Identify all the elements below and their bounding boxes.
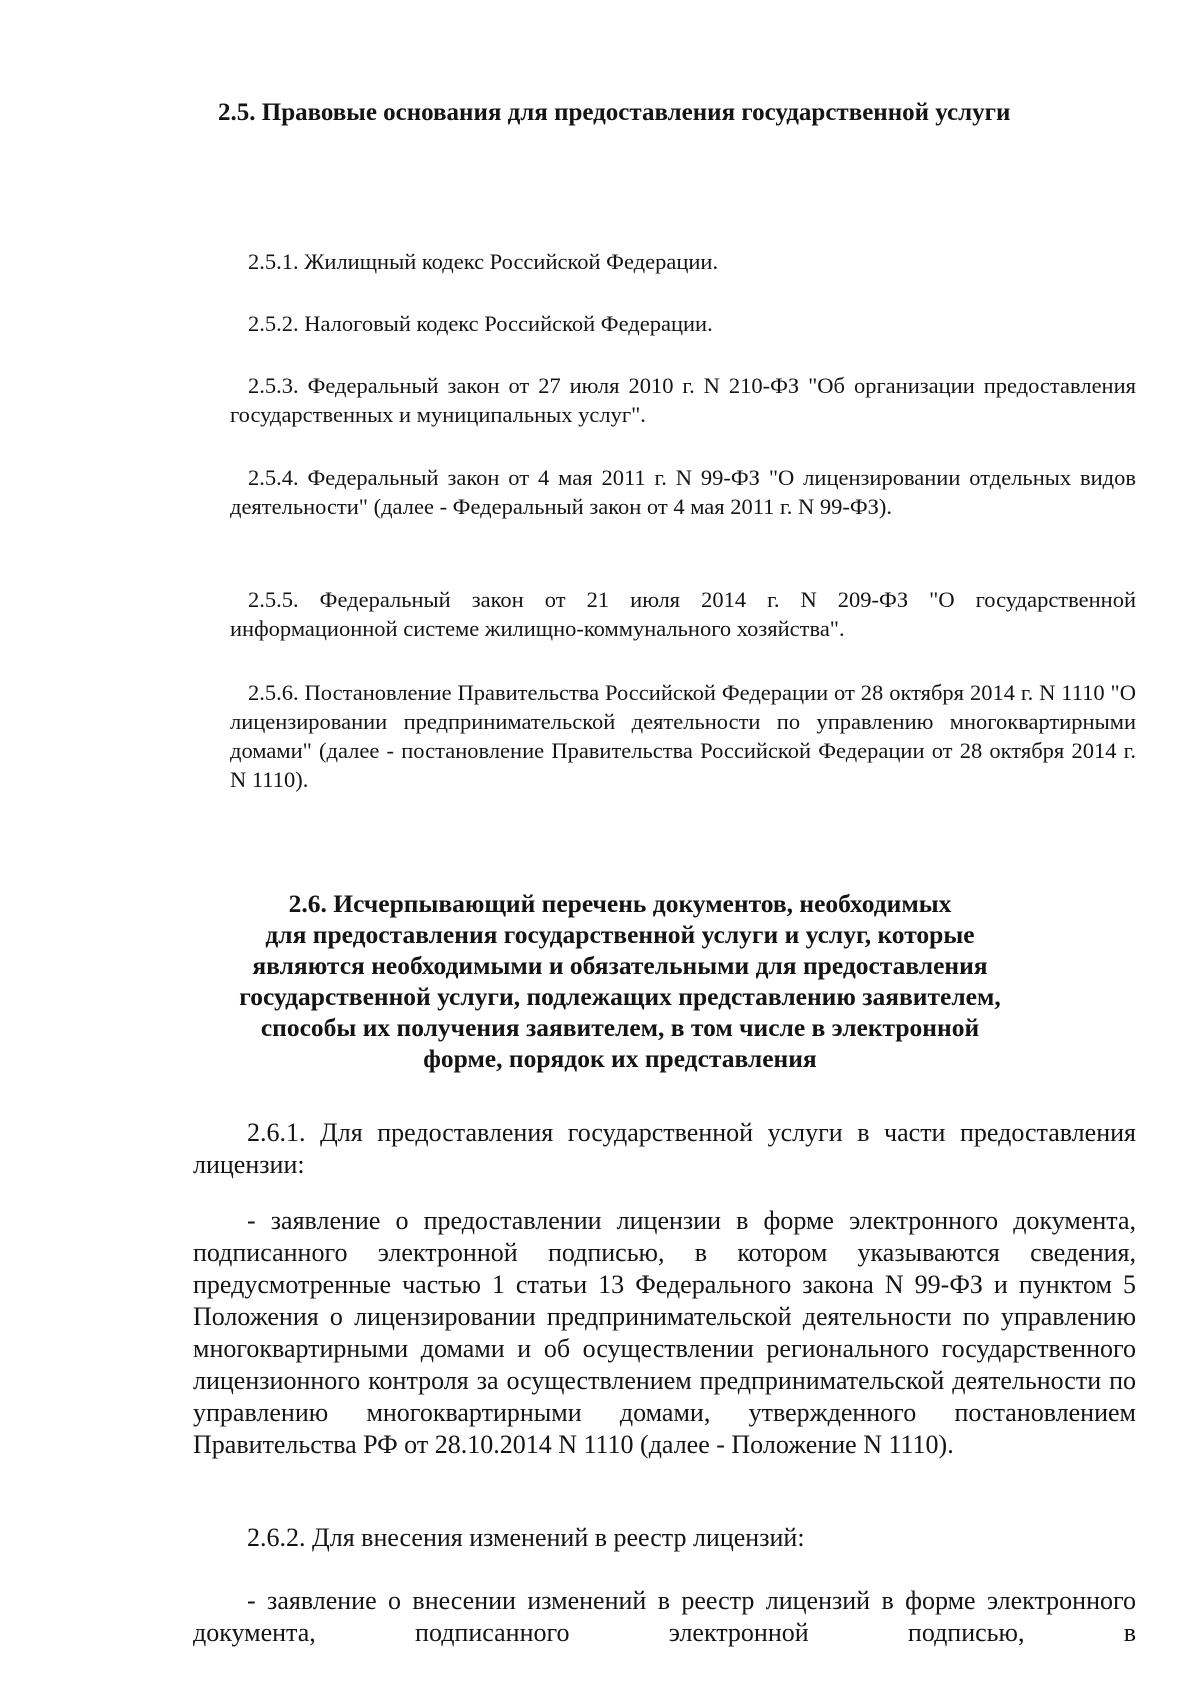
paragraph-2-6-2: [193, 1522, 1136, 1554]
item-2-5-6-text: 2.5.6. Постановление Правительства Российской Федерации от 28 октября 2014 г. N 1110 "О лицензировании предпринимательской деятельности по управлению многоквартирными домами" (далее - постановление Правительства Российской Федерации от 28 октября 2014 г. N 1110).: [230, 680, 1136, 792]
section-2-5-title: 2.5. Правовые основания для предоставления государственной услуги: [218, 99, 1011, 126]
paragraph-2-6-1-text: 2.6.1. Для предоставления государственной услуги в части предоставления лицензии:: [193, 1118, 1136, 1179]
paragraph-2-6-1: [193, 1117, 1136, 1181]
section-2-6-title: [180, 888, 1060, 1074]
item-2-5-2-text: 2.5.2. Налоговый кодекс Российской Федерации.: [248, 311, 713, 336]
paragraph-application-license: [193, 1205, 1136, 1461]
paragraph-application-license-text: - заявление о предоставлении лицензии в форме электронного документа, подписанного электронной подписью, в котором указываются сведения, предусмотренные частью 1 статьи 13 Федерального закона N 99-ФЗ и пунктом 5 Положения о лицензировании предпринимательской деятельности по управлению многоквартирными домами и об осуществлении регионального государственного лицензионного контроля за осуществлением предпринимательской деятельности по управлению многоквартирными домами, утвержденного постановлением Правительства РФ от 28.10.2014 N 1110 (далее - Положение N 1110).: [193, 1206, 1136, 1459]
item-2-5-4-text: 2.5.4. Федеральный закон от 4 мая 2011 г. N 99-ФЗ "О лицензировании отдельных видов деятельности" (далее - Федеральный закон от 4 мая 2011 г. N 99-ФЗ).: [230, 465, 1136, 519]
item-2-5-5: [230, 585, 1136, 643]
item-2-5-6: [230, 678, 1136, 794]
item-2-5-1: [248, 247, 1136, 276]
section-2-6-title-line: для предоставления государственной услуги и услуг, которые: [265, 920, 975, 949]
section-2-6-title-line: являются необходимыми и обязательными для предоставления: [252, 951, 988, 980]
item-2-5-4: [230, 463, 1136, 521]
section-2-6-title-line: форме, порядок их представления: [423, 1044, 817, 1073]
item-2-5-1-text: 2.5.1. Жилищный кодекс Российской Федерации.: [248, 249, 719, 274]
item-2-5-5-text: 2.5.5. Федеральный закон от 21 июля 2014 г. N 209-ФЗ "О государственной информационной системе жилищно-коммунального хозяйства".: [230, 587, 1136, 641]
paragraph-application-registry: [193, 1585, 1136, 1649]
item-2-5-2: [248, 309, 1136, 338]
paragraph-2-6-2-text: 2.6.2. Для внесения изменений в реестр лицензий:: [247, 1523, 805, 1552]
item-2-5-3: [230, 371, 1136, 429]
section-2-6-title-line: 2.6. Исчерпывающий перечень документов, необходимых: [288, 889, 952, 918]
section-2-6-title-line: способы их получения заявителем, в том числе в электронной: [260, 1013, 980, 1042]
section-2-6-title-line: государственной услуги, подлежащих представлению заявителем,: [239, 982, 1001, 1011]
item-2-5-3-text: 2.5.3. Федеральный закон от 27 июля 2010 г. N 210-ФЗ "Об организации предоставления государственных и муниципальных услуг".: [230, 373, 1136, 427]
paragraph-application-registry-text: - заявление о внесении изменений в реестр лицензий в форме электронного документа, подписанного электронной подписью, в: [193, 1586, 1136, 1647]
